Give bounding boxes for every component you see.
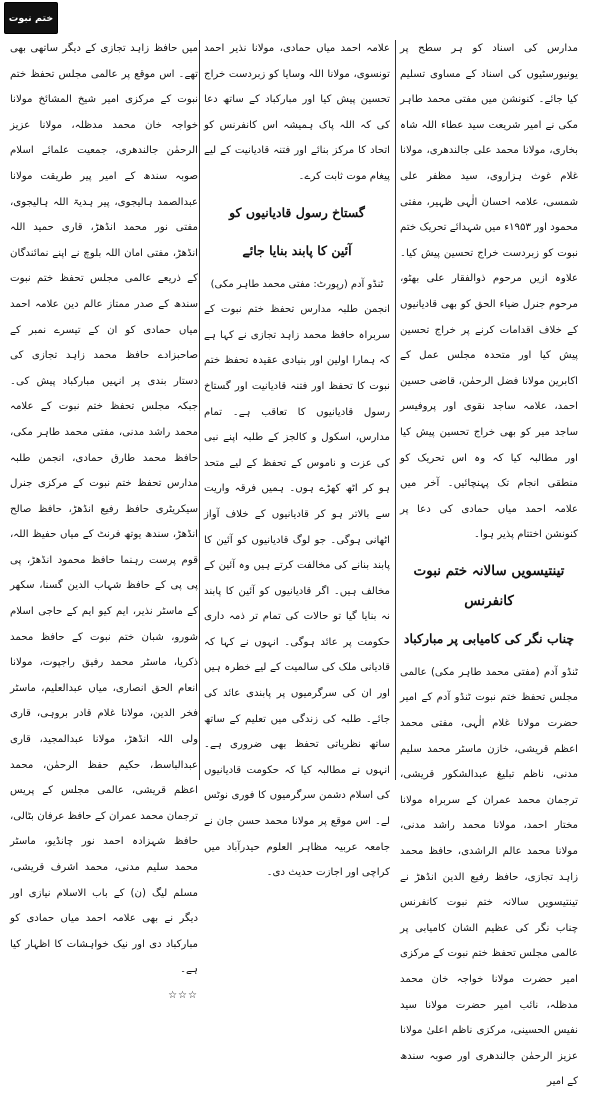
article-text: انجمن طلبہ مدارس تحفظ ختم نبوت کے سربراہ حافظ محمد زاہد تجازی نے کہا ہے کہ ہمارا اولین اور بنیادی عقیدہ تحفظ ختم نبوت کا تحفظ اور فتنہ قادیانیت اور گستاخ رسول قادیانیوں کا تعاقب ہے۔ تمام مدارس، اسکول و کالجز کے طلبہ اپنے نبی کی عزت و ناموس کے تحفظ کے لیے متحد ہو کر اٹھ کھڑے ہوں۔ ہمیں فرقہ واریت سے بالاتر ہو کر قادیانیوں کے خلاف آواز اٹھانی ہوگی۔ جو لوگ قادیانیوں کو آئین کا پابند بنانے کی مخالفت کرتے ہیں وہ آئین کے مخالف ہیں۔ اگر قادیانیوں کو آئین کا پابند نہ بنایا گیا تو حالات کی تمام تر ذمہ داری حکومت پر عائد ہوگی۔ انہوں نے کہا کہ قادیانی ملک کی سالمیت کے لیے خطرہ ہیں اور ان کی سرگرمیوں پر پابندی عائد کی جائے۔ طلبہ کی زندگی میں تعلیم کے ساتھ ساتھ نظریاتی تحفظ بھی ضروری ہے۔ انہوں نے مطالبہ کیا کہ حکومت قادیانیوں کی اسلام دشمن سرگرمیوں کا فوری نوٹس لے۔ اس موقع پر مولانا محمد حسن جان نے جامعہ عربیہ مظاہر العلوم حیدرآباد میں کراچی اور اجازت حدیث دی۔ bbox=[204, 304, 390, 879]
headline-conference: تینتیسویں سالانہ ختم نبوت کانفرنس bbox=[413, 562, 565, 609]
column-left bbox=[10, 36, 198, 1001]
masthead-label: ختم نبوت bbox=[8, 12, 54, 24]
headline-constitution: آئین کا پابند بنایا جائے bbox=[242, 242, 352, 258]
end-stars: ☆☆☆ bbox=[168, 989, 198, 1001]
byline: ٹنڈو آدم (رپورٹ: مفتی محمد طاہر مکی) bbox=[210, 278, 384, 290]
article-text: علامہ احمد میاں حمادی، مولانا نذیر احمد تونسوی، مولانا اللہ وسایا کو زبردست خراج تحسین پیش کیا اور مبارکباد کے ساتھ دعا کی کہ اللہ پاک ہمیشہ اس کانفرنس کو اتحاد کا مرکز بنائے اور فتنہ قادیانیت کے لیے پیغام موت ثابت کرے۔ bbox=[204, 43, 390, 182]
column-divider bbox=[199, 40, 200, 780]
headline-congratulations: چناب نگر کی کامیابی پر مبارکباد bbox=[403, 630, 575, 646]
article-text: مدارس کی اسناد کو ہر سطح پر یونیورسٹیوں کی اسناد کے مساوی تسلیم کیا جائے۔ کنونشن میں مفتی محمد طاہر مکی نے امیر شریعت سید عطاء اللہ شاہ بخاری، مولانا محمد علی جالندھری، مولانا غلام غوث ہزاروی، سید مظفر علی شمسی، علامہ احسان الٰہی ظہیر، مفتی محمود اور ۱۹۵۳ء میں شہدائے تحریک ختم نبوت کو زبردست خراج تحسین پیش کیا۔ علاوہ ازیں مرحوم ذوالفقار علی بھٹو، مرحوم جنرل ضیاء الحق کو بھی قادیانیوں کے خلاف اقدامات کرنے پر خراج تحسین پیش کیا اور متحدہ مجلس عمل کے اکابرین مولانا فضل الرحمٰن، قاضی حسین احمد، علامہ ساجد نقوی اور پروفیسر ساجد میر کو بھی خراج تحسین پیش کیا اور مطالبہ کیا کہ وہ اس تحریک کو منطقی انجام تک پہنچائیں۔ آخر میں علامہ احمد میاں حمادی کی دعا پر کنونشن اختتام پذیر ہوا۔ bbox=[400, 43, 578, 541]
column-right bbox=[400, 36, 578, 1088]
headline-blasphemers: گستاخ رسول قادیانیوں کو bbox=[229, 204, 365, 220]
column-divider bbox=[395, 40, 396, 780]
article-text: ٹنڈو آدم (مفتی محمد طاہر مکی) عالمی مجلس تحفظ ختم نبوت ٹنڈو آدم کے امیر حضرت مولانا غلام الٰہی، مفتی محمد اعظم قریشی، خازن ماسٹر محمد سلیم مدنی، ناظم تبلیغ عبدالشکور قریشی، ترجمان محمد عمران کے سربراہ مولانا مختار احمد، مولانا محمد راشد مدنی، مولانا محمد عالم الراشدی، حافظ محمد زاہد تجازی، حافظ رفیع الدین انڈھڑ نے تینتیسویں سالانہ ختم نبوت کانفرنس چناب نگر کی عظیم الشان کامیابی پر عالمی مجلس تحفظ ختم نبوت کے مرکزی امیر حضرت مولانا خواجہ خان محمد مدظلہ، نائب امیر حضرت مولانا سید نفیس الحسینی، مرکزی ناظم اعلیٰ مولانا عزیز الرحمٰن جالندھری اور صوبہ سندھ کے امیر bbox=[400, 666, 578, 1088]
article-text: میں حافظ زاہد تجازی کے دیگر ساتھی بھی تھے۔ اس موقع پر عالمی مجلس تحفظ ختم نبوت کے مرکزی امیر شیخ المشائخ مولانا خواجہ خان محمد مدظلہ، مولانا عزیز الرحمٰن جالندھری، جمعیت علمائے اسلام صوبہ سندھ کے امیر پیر طریقت مولانا عبدالصمد ہالیجوی، پیر ہدیۃ اللہ ہالیجوی، مفتی نور محمد انڈھڑ، قاری حمید اللہ انڈھڑ، مفتی امان اللہ بلوچ نے اپنے نمائندگان کے ذریعے عالمی مجلس تحفظ ختم نبوت سندھ کے صدر ممتاز عالم دین علامہ احمد میاں حمادی کو ان کے تیسرے نمبر کے صاحبزادے حافظ محمد زاہد تجازی کی دستار بندی پر انہیں مبارکباد پیش کی۔ جبکہ مجلس تحفظ ختم نبوت کے علامہ محمد راشد مدنی، مفتی محمد طاہر مکی، حافظ محمد طارق حمادی، انجمن طلبہ مدارس تحفظ ختم نبوت کے مرکزی جنرل سیکریٹری حافظ رفیع انڈھڑ، حافظ صالح انڈھڑ، سندھ یوتھ فرنٹ کے میاں حفیظ اللہ، قوم پرست رہنما حافظ محمود انڈھڑ، پی پی پی کے حافظ شہاب الدین گسنا، سکھر کے ماسٹر نذیر، ایم کیو ایم کے حاجی اسلام شورو، شبان ختم نبوت کے حافظ محمد ذکریا، ماسٹر محمد رفیق راجپوت، مولانا انعام الحق انصاری، میاں عبدالعلیم، ماسٹر فخر الدین، مولانا غلام قادر بروہی، قاری ولی اللہ انڈھڑ، مولانا عبدالمجید، قاری عبدالباسط، حکیم حفظ الرحمٰن، محمد اعظم قریشی، عالمی مجلس کے پریس ترجمان محمد عمران کے حافظ عرفان بٹالی، حافظ شہزادہ احمد نور چانڈیو، ماسٹر محمد سلیم مدنی، محمد اشرف قریشی، مسلم لیگ (ن) کے باب الاسلام نیازی اور دیگر نے بھی علامہ احمد میاں حمادی کو مبارکباد دی اور نیک خواہشات کا اظہار کیا ہے۔ bbox=[10, 43, 198, 976]
column-middle bbox=[204, 36, 390, 879]
masthead-logo bbox=[4, 2, 58, 34]
